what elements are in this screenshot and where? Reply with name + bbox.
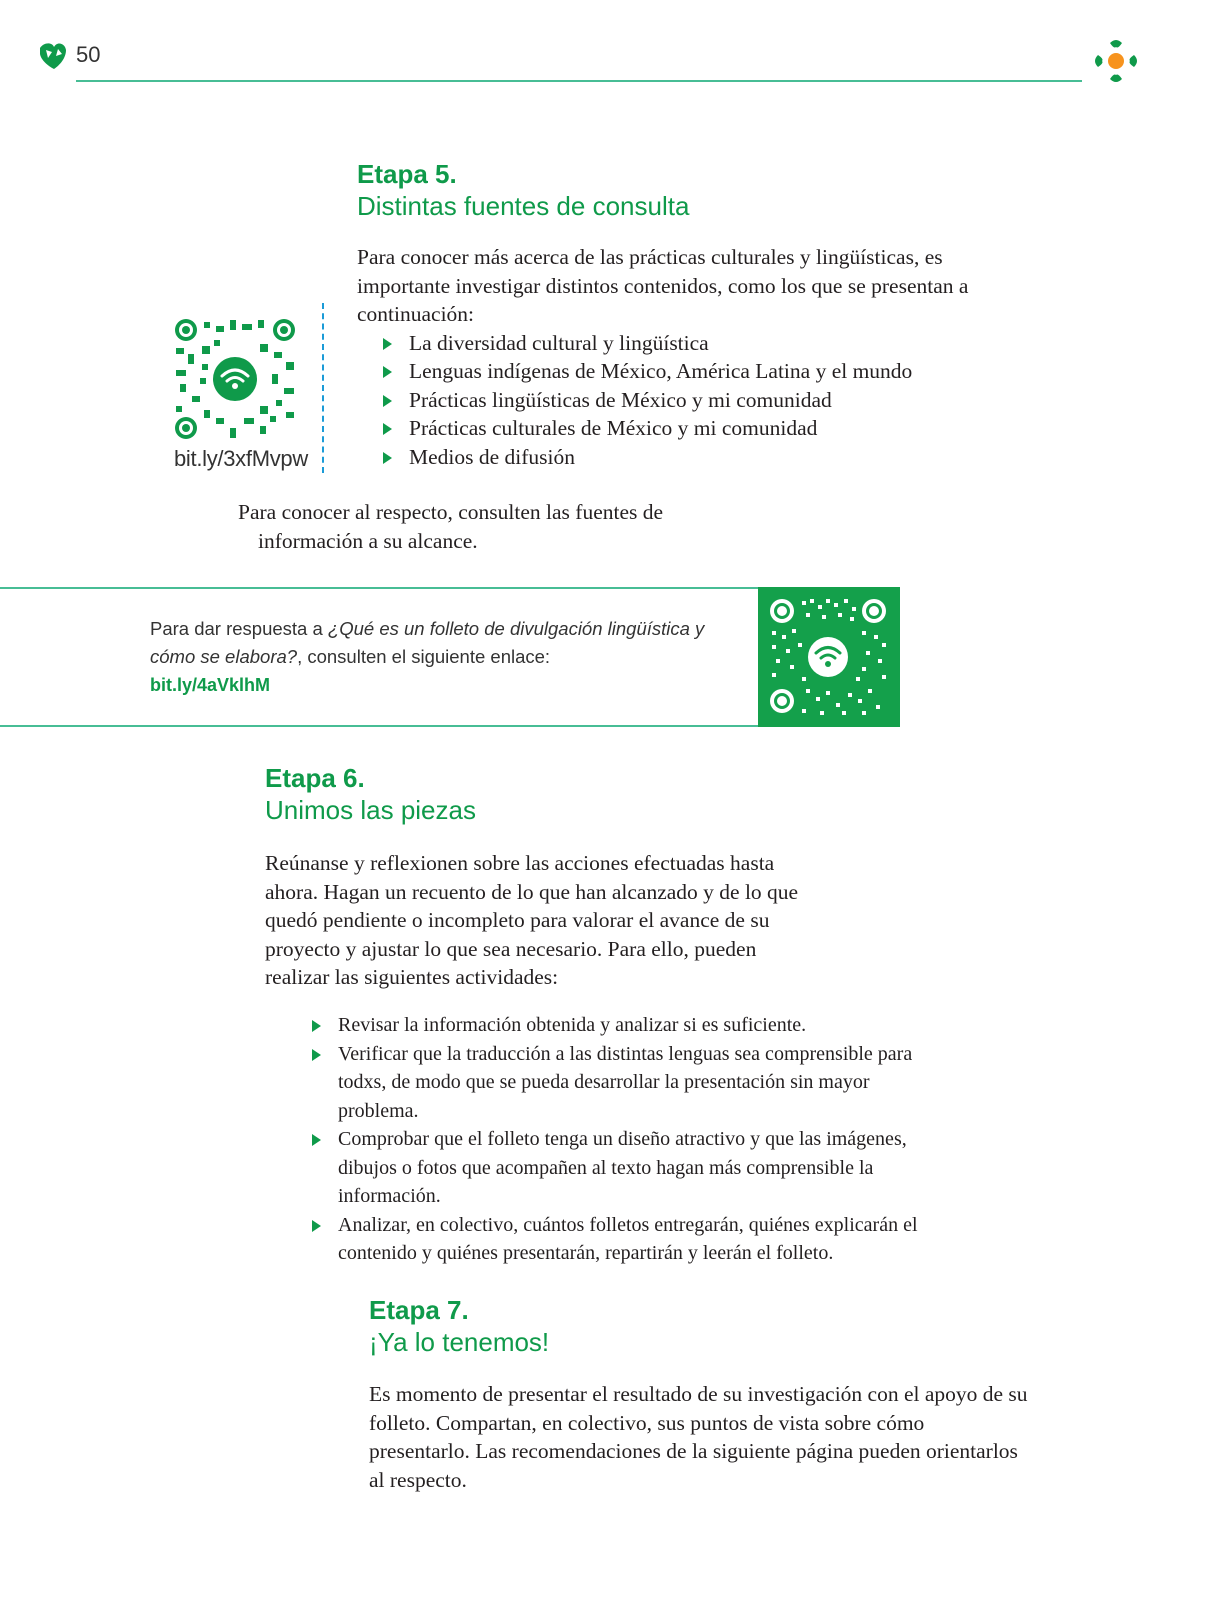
header-rule <box>76 80 1082 82</box>
triangle-bullet-icon <box>383 452 392 464</box>
triangle-bullet-icon <box>312 1020 321 1032</box>
link-box-qr-panel <box>758 587 900 727</box>
list-item: Verificar que la traducción a las distintas lenguas sea comprensible para todxs, de modo que se pueda desarrollar la presentación sin mayor problema. <box>312 1040 937 1126</box>
link-box-text <box>150 615 740 699</box>
list-item: Prácticas culturales de México y mi comunidad <box>383 414 1017 443</box>
triangle-bullet-icon <box>312 1134 321 1146</box>
link-box-question: ¿Qué es un folleto de divulgación lingüística y cómo se elabora? <box>150 618 705 667</box>
triangle-bullet-icon <box>383 395 392 407</box>
etapa5-list <box>383 329 1017 472</box>
etapa5-closing: Para conocer al respecto, consulten las fuentes de información a su alcance. <box>238 500 664 553</box>
list-item: Analizar, en colectivo, cuántos folletos entregarán, quiénes explicarán el contenido y quiénes presentarán, repartirán y leerán el folleto. <box>312 1211 937 1268</box>
etapa7-text: Es momento de presentar el resultado de su investigación con el apoyo de su folleto. Compartan, en colectivo, sus puntos de vista sobre cómo presentarlo. Las recomendaciones de la siguiente página pueden orientarlos al respecto. <box>369 1382 1028 1492</box>
community-logo-icon <box>1090 35 1142 87</box>
box-bottom-rule <box>0 725 758 727</box>
dashed-divider <box>322 303 324 473</box>
list-item: Lenguas indígenas de México, América Latina y el mundo <box>383 357 1017 386</box>
triangle-bullet-icon <box>312 1049 321 1061</box>
etapa5-intro: Para conocer más acerca de las prácticas culturales y lingüísticas, es importante investigar distintos contenidos, como los que se presentan a continuación: <box>357 245 969 326</box>
etapa5-section <box>357 243 1017 471</box>
qr-code-icon[interactable] <box>758 587 900 727</box>
triangle-bullet-icon <box>312 1220 321 1232</box>
list-item: Medios de difusión <box>383 443 1017 472</box>
etapa7-subtitle: ¡Ya lo tenemos! <box>369 1327 550 1357</box>
box-top-rule <box>0 587 758 589</box>
qr-link-label[interactable]: bit.ly/3xfMvpw <box>174 446 308 471</box>
etapa7-title: Etapa 7. <box>369 1295 469 1325</box>
triangle-bullet-icon <box>383 338 392 350</box>
etapa6-list <box>312 1011 937 1268</box>
etapa5-title: Etapa 5. <box>357 159 457 189</box>
triangle-bullet-icon <box>383 423 392 435</box>
list-item: Revisar la información obtenida y analizar si es suficiente. <box>312 1011 937 1040</box>
etapa5-subtitle: Distintas fuentes de consulta <box>357 191 690 221</box>
list-item: La diversidad cultural y lingüística <box>383 329 1017 358</box>
list-item: Comprobar que el folleto tenga un diseño atractivo y que las imágenes, dibujos o fotos que acompañen al texto hagan más comprensible la información. <box>312 1125 937 1211</box>
etapa6-subtitle: Unimos las piezas <box>265 795 476 825</box>
page-number: 50 <box>76 42 101 67</box>
list-item: Prácticas lingüísticas de México y mi comunidad <box>383 386 1017 415</box>
link-box-url[interactable]: bit.ly/4aVklhM <box>150 675 271 695</box>
triangle-bullet-icon <box>383 366 392 378</box>
etapa6-title: Etapa 6. <box>265 763 365 793</box>
etapa6-section <box>312 1011 937 1268</box>
etapa6-intro: Reúnanse y reflexionen sobre las acciones efectuadas hasta ahora. Hagan un recuento de lo que han alcanzado y de lo que quedó pendiente o incompleto para valorar el avance de su proyecto y ajustar lo que sea necesario. Para ello, pueden realizar las siguientes actividades: <box>265 851 799 989</box>
link-box-prefix: Para dar respuesta a <box>150 618 328 639</box>
book-logo-icon <box>36 38 70 72</box>
qr-code-icon[interactable] <box>174 318 296 440</box>
link-box-suffix: , consulten el siguiente enlace: <box>297 646 551 667</box>
